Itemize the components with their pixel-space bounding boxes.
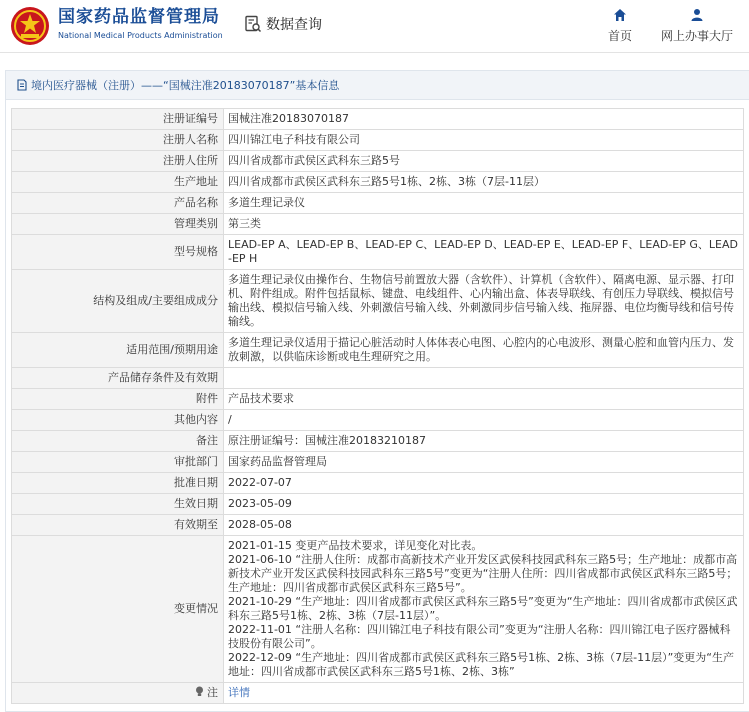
row-label: 适用范围/预期用途: [12, 333, 224, 368]
table-row: [12, 431, 744, 452]
change-entry: 2022-12-09 “生产地址：四川省成都市武侯区武科东三路5号1栋、2栋、3栋（7层-11层）”变更为“生产地址：四川省成都市武侯区武科东三路5号1栋、2栋、3栋”: [228, 651, 734, 678]
table-row: [12, 515, 744, 536]
row-label: 有效期至: [12, 515, 224, 536]
row-label: 管理类别: [12, 214, 224, 235]
note-label: [12, 683, 224, 704]
changes-value: [224, 536, 744, 683]
table-row: [12, 333, 744, 368]
detail-table: [11, 108, 744, 704]
table-row: [12, 270, 744, 333]
row-value: 国家药品监督管理局: [224, 452, 744, 473]
row-value: 多道生理记录仪: [224, 193, 744, 214]
brand-name-cn: 国家药品监督管理局: [58, 7, 220, 27]
row-label: 附件: [12, 389, 224, 410]
table-row: [12, 494, 744, 515]
change-entry: 2021-10-29 “生产地址：四川省成都市武侯区武科东三路5号”变更为“生产地址：四川省成都市武侯区武科东三路5号1栋、2栋、3栋（7层-11层）”。: [228, 595, 738, 622]
data-query-link[interactable]: [244, 12, 322, 36]
row-label: 结构及组成/主要组成成分: [12, 270, 224, 333]
row-value: 国械注准20183070187: [224, 109, 744, 130]
lightbulb-icon: [195, 686, 204, 697]
row-value: 2023-05-09: [224, 494, 744, 515]
details-link[interactable]: 详情: [228, 686, 250, 699]
emblem-logo-icon: [10, 6, 50, 46]
table-row: [12, 235, 744, 270]
data-query-label: 数据查询: [266, 17, 322, 33]
changes-label: 变更情况: [12, 536, 224, 683]
table-row: [12, 109, 744, 130]
site-header: [0, 0, 749, 53]
note-value: [224, 683, 744, 704]
row-value: 2028-05-08: [224, 515, 744, 536]
row-value: 产品技术要求: [224, 389, 744, 410]
row-value: 第三类: [224, 214, 744, 235]
nav-online-office[interactable]: [657, 8, 737, 44]
row-value: LEAD-EP A、LEAD-EP B、LEAD-EP C、LEAD-EP D、LEAD-EP E、LEAD-EP F、LEAD-EP G、LEAD-EP H: [224, 235, 744, 270]
change-entry: 2022-11-01 “注册人名称：四川锦江电子科技有限公司”变更为“注册人名称：四川锦江电子医疗器械科技股份有限公司”。: [228, 623, 731, 650]
row-value: 多道生理记录仪适用于描记心脏活动时人体体表心电图、心腔内的心电波形、测量心腔和血管内压力、发放刺激，以供临床诊断或电生理研究之用。: [224, 333, 744, 368]
card-title-text: 境内医疗器械（注册）——“国械注准20183070187”基本信息: [31, 79, 340, 92]
document-icon: [16, 79, 28, 91]
nav-home[interactable]: [605, 8, 635, 44]
row-label: 生产地址: [12, 172, 224, 193]
row-label: 注册人住所: [12, 151, 224, 172]
row-value: 四川省成都市武侯区武科东三路5号: [224, 151, 744, 172]
row-value: 原注册证编号：国械注准20183210187: [224, 431, 744, 452]
table-row: [12, 172, 744, 193]
row-label: 注册证编号: [12, 109, 224, 130]
brand-name-en: National Medical Products Administration: [58, 31, 223, 40]
table-row: [12, 473, 744, 494]
row-label: 备注: [12, 431, 224, 452]
card-title: [6, 71, 749, 100]
table-row: [12, 452, 744, 473]
row-label: 型号规格: [12, 235, 224, 270]
search-doc-icon: [244, 15, 262, 33]
user-icon: [690, 8, 704, 22]
table-row: [12, 536, 744, 683]
row-label: 其他内容: [12, 410, 224, 431]
row-value: 2022-07-07: [224, 473, 744, 494]
brand[interactable]: [58, 6, 223, 42]
note-label-text: 注: [207, 686, 218, 699]
table-row: [12, 368, 744, 389]
table-row: [12, 193, 744, 214]
row-label: 批准日期: [12, 473, 224, 494]
row-label: 产品储存条件及有效期: [12, 368, 224, 389]
change-entry: 2021-06-10 “注册人住所：成都市高新技术产业开发区武侯科技园武科东三路5号；生产地址：成都市高新技术产业开发区武侯科技园武科东三路5号”变更为“注册人住所：四川省成都市武侯区武科东三路5号；生产地址：四川省成都市武侯区武科东三路5号”。: [228, 553, 738, 594]
table-row: [12, 683, 744, 704]
table-row: [12, 214, 744, 235]
row-label: 审批部门: [12, 452, 224, 473]
table-row: [12, 151, 744, 172]
row-value: [224, 368, 744, 389]
row-value: /: [224, 410, 744, 431]
row-value: 多道生理记录仪由操作台、生物信号前置放大器（含软件）、计算机（含软件）、隔离电源、显示器、打印机、附件组成。附件包括鼠标、键盘、电线组件、心内输出盒、体表导联线、有创压力导联线、模拟信号输出线、模拟信号输入线、外刺激信号输入线、外刺激同步信号输入线、拖屏器、电位均衡导线和信号传输线。: [224, 270, 744, 333]
home-icon: [613, 8, 627, 22]
nav-home-label: 首页: [607, 29, 632, 43]
row-value: 四川锦江电子科技有限公司: [224, 130, 744, 151]
row-label: 产品名称: [12, 193, 224, 214]
table-row: [12, 130, 744, 151]
row-value: 四川省成都市武侯区武科东三路5号1栋、2栋、3栋（7层-11层）: [224, 172, 744, 193]
row-label: 生效日期: [12, 494, 224, 515]
change-entry: 2021-01-15 变更产品技术要求，详见变化对比表。: [228, 539, 483, 552]
row-label: 注册人名称: [12, 130, 224, 151]
nav-online-office-label: 网上办事大厅: [660, 29, 733, 43]
table-row: [12, 410, 744, 431]
table-row: [12, 389, 744, 410]
detail-card: [5, 70, 749, 712]
